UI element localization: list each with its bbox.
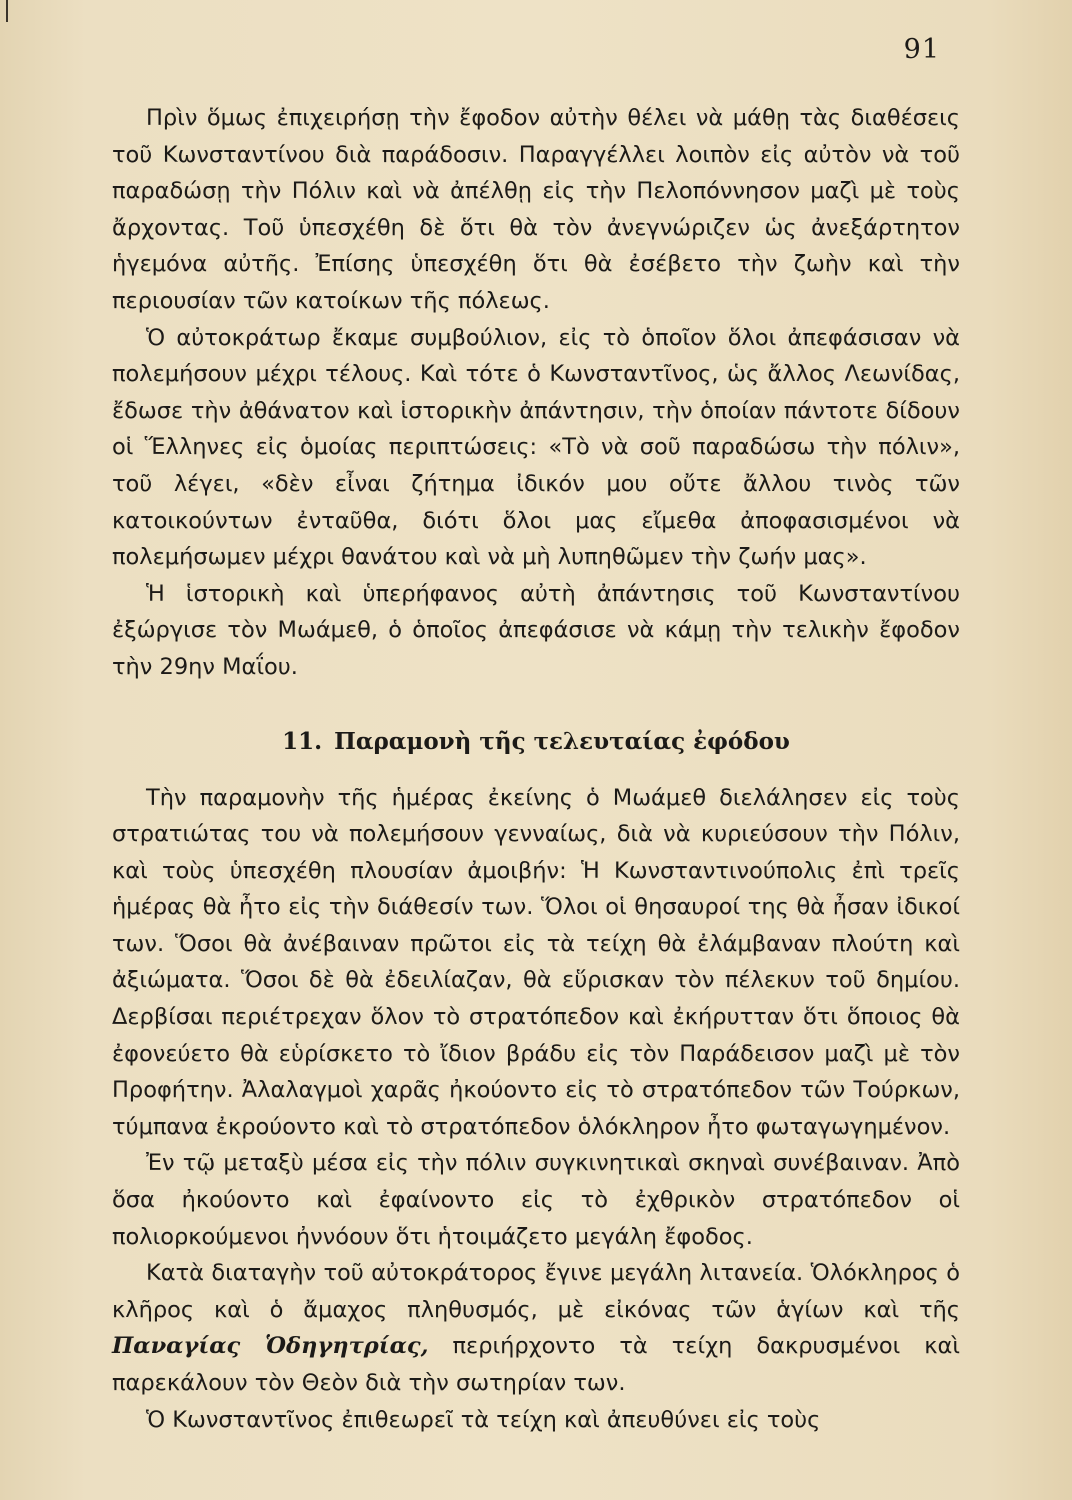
section-title: Παραμονὴ τῆς τελευταίας ἐφόδου bbox=[334, 727, 790, 755]
paragraph-council: Ὁ αὐτοκράτωρ ἔκαμε συμβούλιον, εἰς τὸ ὁποῖον ὅλοι ἀπεφάσισαν νὰ πολεμήσουν μέχρι τέλους. Καὶ τότε ὁ Κωνσταντῖνος, ὡς ἄλλος Λεωνίδας, ἔδωσε τὴν ἀθάνατον καὶ ἱστορικὴν ἀπάντησιν, τὴν ὁποίαν πάντοτε δίδουν οἱ Ἕλληνες εἰς ὁμοίας περιπτώσεις: «Τὸ νὰ σοῦ παραδώσω τὴν πόλιν», τοῦ λέγει, «δὲν εἶναι ζήτημα ἰδικόν μου οὔτε ἄλλου τινὸς τῶν κατοικούντων ἐνταῦθα, διότι ὅλοι μας εἴμεθα ἀποφασισμένοι νὰ πολεμήσωμεν μέχρι θανάτου καὶ νὰ μὴ λυπηθῶμεν τὴν ζωήν μας». bbox=[112, 324, 960, 571]
body-text bbox=[112, 100, 960, 1438]
margin-mark bbox=[6, 0, 8, 22]
page-number: 91 bbox=[903, 34, 940, 65]
section-heading bbox=[112, 724, 960, 760]
procession-text-end: περιήρχοντο τὰ τείχη δακρυσμένοι καὶ παρεκάλουν τὸν Θεὸν διὰ τὴν σωτηρίαν των. bbox=[112, 1333, 960, 1396]
section-number: 11. bbox=[282, 727, 323, 755]
procession-text-start: Κατὰ διαταγὴν τοῦ αὐτοκράτορος ἔγινε μεγάλη λιτανεία. Ὁλόκληρος ὁ κλῆρος καὶ ὁ ἄμαχος πληθυσμός, μὲ εἰκόνας τῶν ἁγίων καὶ τῆς bbox=[112, 1260, 960, 1323]
paragraph-city-scenes: Ἐν τῷ μεταξὺ μέσα εἰς τὴν πόλιν συγκινητικαὶ σκηναὶ συνέβαιναν. Ἀπὸ ὅσα ἠκούοντο καὶ ἐφαίνοντο εἰς τὸ ἐχθρικὸν στρατόπεδον οἱ πολιορκούμενοι ἠννόουν ὅτι ἡτοιμάζετο μεγάλη ἔφοδος. bbox=[112, 1150, 960, 1250]
paragraph-ultimatum: Πρὶν ὅμως ἐπιχειρήσῃ τὴν ἔφοδον αὐτὴν θέλει νὰ μάθῃ τὰς διαθέσεις τοῦ Κωνσταντίνου διὰ παράδοσιν. Παραγγέλλει λοιπὸν εἰς αὐτὸν νὰ τοῦ παραδώσῃ τὴν Πόλιν καὶ νὰ ἀπέλθῃ εἰς τὴν Πελοπόννησον μαζὶ μὲ τοὺς ἄρχοντας. Τοῦ ὑπεσχέθη δὲ ὅτι θὰ τὸν ἀνεγνώριζεν ὡς ἀνεξάρτητον ἡγεμόνα αὐτῆς. Ἐπίσης ὑπεσχέθη ὅτι θὰ ἐσέβετο τὴν ζωὴν καὶ τὴν περιουσίαν τῶν κατοίκων τῆς πόλεως. bbox=[112, 105, 960, 314]
paragraph-reply: Ἡ ἱστορικὴ καὶ ὑπερήφανος αὐτὴ ἀπάντησις τοῦ Κωνσταντίνου ἐξώργισε τὸν Μωάμεθ, ὁ ὁποῖος ἀπεφάσισε νὰ κάμῃ τὴν τελικὴν ἔφοδον τὴν 29ην Μαΐου. bbox=[112, 580, 960, 680]
icon-name-emphasis: Παναγίας Ὁδηγητρίας, bbox=[112, 1333, 429, 1360]
paragraph-eve: Τὴν παραμονὴν τῆς ἡμέρας ἐκείνης ὁ Μωάμεθ διελάλησεν εἰς τοὺς στρατιώτας του νὰ πολεμήσουν γενναίως, διὰ νὰ κυριεύσουν τὴν Πόλιν, καὶ τοὺς ὑπεσχέθη πλουσίαν ἀμοιβήν: Ἡ Κωνσταντινούπολις ἐπὶ τρεῖς ἡμέρας θὰ ἦτο εἰς τὴν διάθεσίν των. Ὅλοι οἱ θησαυροί της θὰ ἦσαν ἰδικοί των. Ὅσοι θὰ ἀνέβαιναν πρῶτοι εἰς τὰ τείχη θὰ ἐλάμβαναν πλούτη καὶ ἀξιώματα. Ὅσοι δὲ θὰ ἐδειλίαζαν, θὰ εὕρισκαν τὸν πέλεκυν τοῦ δημίου. Δερβίσαι περιέτρεχαν ὅλον τὸ στρατόπεδον καὶ ἐκήρυτταν ὅτι ὅποιος θὰ ἐφονεύετο θὰ εὑρίσκετο τὸ ἴδιον βράδυ εἰς τὸν Παράδεισον μαζὶ μὲ τὸν Προφήτην. Ἀλαλαγμοὶ χαρᾶς ἠκούοντο εἰς τὸ στρατόπεδον τῶν Τούρκων, τύμπανα ἐκρούοντο καὶ τὸ στρατόπεδον ὁλόκληρον ἦτο φωταγωγημένον. bbox=[112, 784, 960, 1140]
paragraph-procession bbox=[112, 1255, 960, 1401]
paragraph-inspection: Ὁ Κωνσταντῖνος ἐπιθεωρεῖ τὰ τείχη καὶ ἀπευθύνει εἰς τοὺς bbox=[146, 1406, 821, 1433]
